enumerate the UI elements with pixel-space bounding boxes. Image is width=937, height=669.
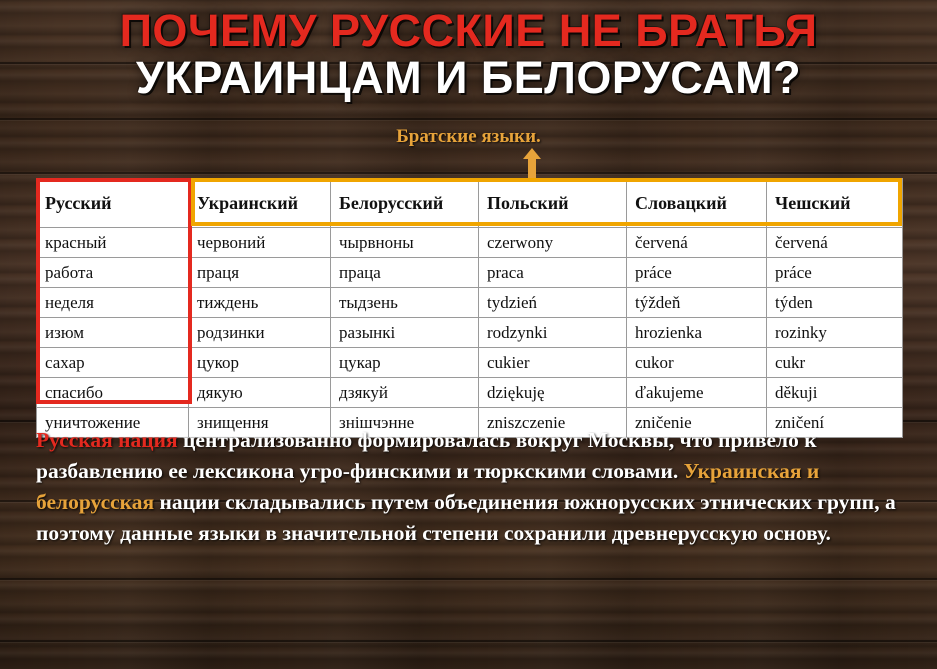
cell-polish: praca <box>479 258 627 288</box>
cell-russian: изюм <box>37 318 189 348</box>
paragraph-segment-1: централизованно формировалась вокруг Москвы, что привело к разбавлению ее лексикона угро-финскими и тюркскими словами. <box>36 428 817 483</box>
table-row <box>37 348 903 378</box>
cell-czech: práce <box>767 258 903 288</box>
column-header-ukrainian: Украинский <box>189 179 331 228</box>
cell-russian: спасибо <box>37 378 189 408</box>
cell-belarusian: дзякуй <box>331 378 479 408</box>
paragraph-segment-russian-nation: Русская нация <box>36 428 178 452</box>
table-row <box>37 288 903 318</box>
table-row <box>37 318 903 348</box>
cell-ukrainian: червоний <box>189 228 331 258</box>
cell-russian: неделя <box>37 288 189 318</box>
cell-russian: уничтожение <box>37 408 189 438</box>
wood-plank-seam <box>0 640 937 642</box>
cell-slovak: zničenie <box>627 408 767 438</box>
paragraph-segment-ukrainian-belarusian: Украинская и белорусская <box>36 459 820 514</box>
cell-ukrainian: родзинки <box>189 318 331 348</box>
title-line-2: УКРАИНЦАМ И БЕЛОРУСАМ? <box>135 52 802 103</box>
paragraph-segment-3: нации складывались путем объединения южнорусских этнических групп, а поэтому данные языки в значительной степени сохранили древнерусскую основу. <box>36 490 896 545</box>
page-title <box>0 5 937 103</box>
cell-ukrainian: цукор <box>189 348 331 378</box>
column-header-polish: Польский <box>479 179 627 228</box>
cell-ukrainian: дякую <box>189 378 331 408</box>
cell-czech: cukr <box>767 348 903 378</box>
cell-slovak: červená <box>627 228 767 258</box>
cell-czech: týden <box>767 288 903 318</box>
column-header-russian: Русский <box>37 179 189 228</box>
cell-belarusian: разынкі <box>331 318 479 348</box>
wood-plank-seam <box>0 172 937 174</box>
cell-russian: работа <box>37 258 189 288</box>
wood-plank-seam <box>0 578 937 580</box>
cell-belarusian: праца <box>331 258 479 288</box>
table-row <box>37 378 903 408</box>
cell-polish: tydzień <box>479 288 627 318</box>
cell-belarusian: знішчэнне <box>331 408 479 438</box>
table-header-row <box>37 179 903 228</box>
subtitle: Братские языки. <box>396 126 541 147</box>
cell-slovak: hrozienka <box>627 318 767 348</box>
vocabulary-table <box>36 178 903 438</box>
cell-russian: сахар <box>37 348 189 378</box>
cell-czech: rozinky <box>767 318 903 348</box>
cell-ukrainian: знищення <box>189 408 331 438</box>
vocabulary-table-container <box>36 178 902 438</box>
table-row <box>37 228 903 258</box>
title-line-1: ПОЧЕМУ РУССКИЕ НЕ БРАТЬЯ <box>119 5 818 56</box>
cell-polish: czerwony <box>479 228 627 258</box>
cell-belarusian: тыдзень <box>331 288 479 318</box>
cell-polish: cukier <box>479 348 627 378</box>
cell-belarusian: цукар <box>331 348 479 378</box>
cell-polish: dziękuję <box>479 378 627 408</box>
cell-belarusian: чырвноны <box>331 228 479 258</box>
column-header-belarusian: Белорусский <box>331 179 479 228</box>
column-header-slovak: Словацкий <box>627 179 767 228</box>
cell-ukrainian: праця <box>189 258 331 288</box>
cell-czech: červená <box>767 228 903 258</box>
cell-ukrainian: тиждень <box>189 288 331 318</box>
wood-plank-seam <box>0 118 937 120</box>
cell-polish: rodzynki <box>479 318 627 348</box>
table-row <box>37 258 903 288</box>
cell-polish: zniszczenie <box>479 408 627 438</box>
cell-russian: красный <box>37 228 189 258</box>
cell-czech: děkuji <box>767 378 903 408</box>
cell-slovak: práce <box>627 258 767 288</box>
cell-czech: zničení <box>767 408 903 438</box>
cell-slovak: týždeň <box>627 288 767 318</box>
cell-slovak: cukor <box>627 348 767 378</box>
cell-slovak: ďakujeme <box>627 378 767 408</box>
body-paragraph <box>36 425 916 549</box>
column-header-czech: Чешский <box>767 179 903 228</box>
